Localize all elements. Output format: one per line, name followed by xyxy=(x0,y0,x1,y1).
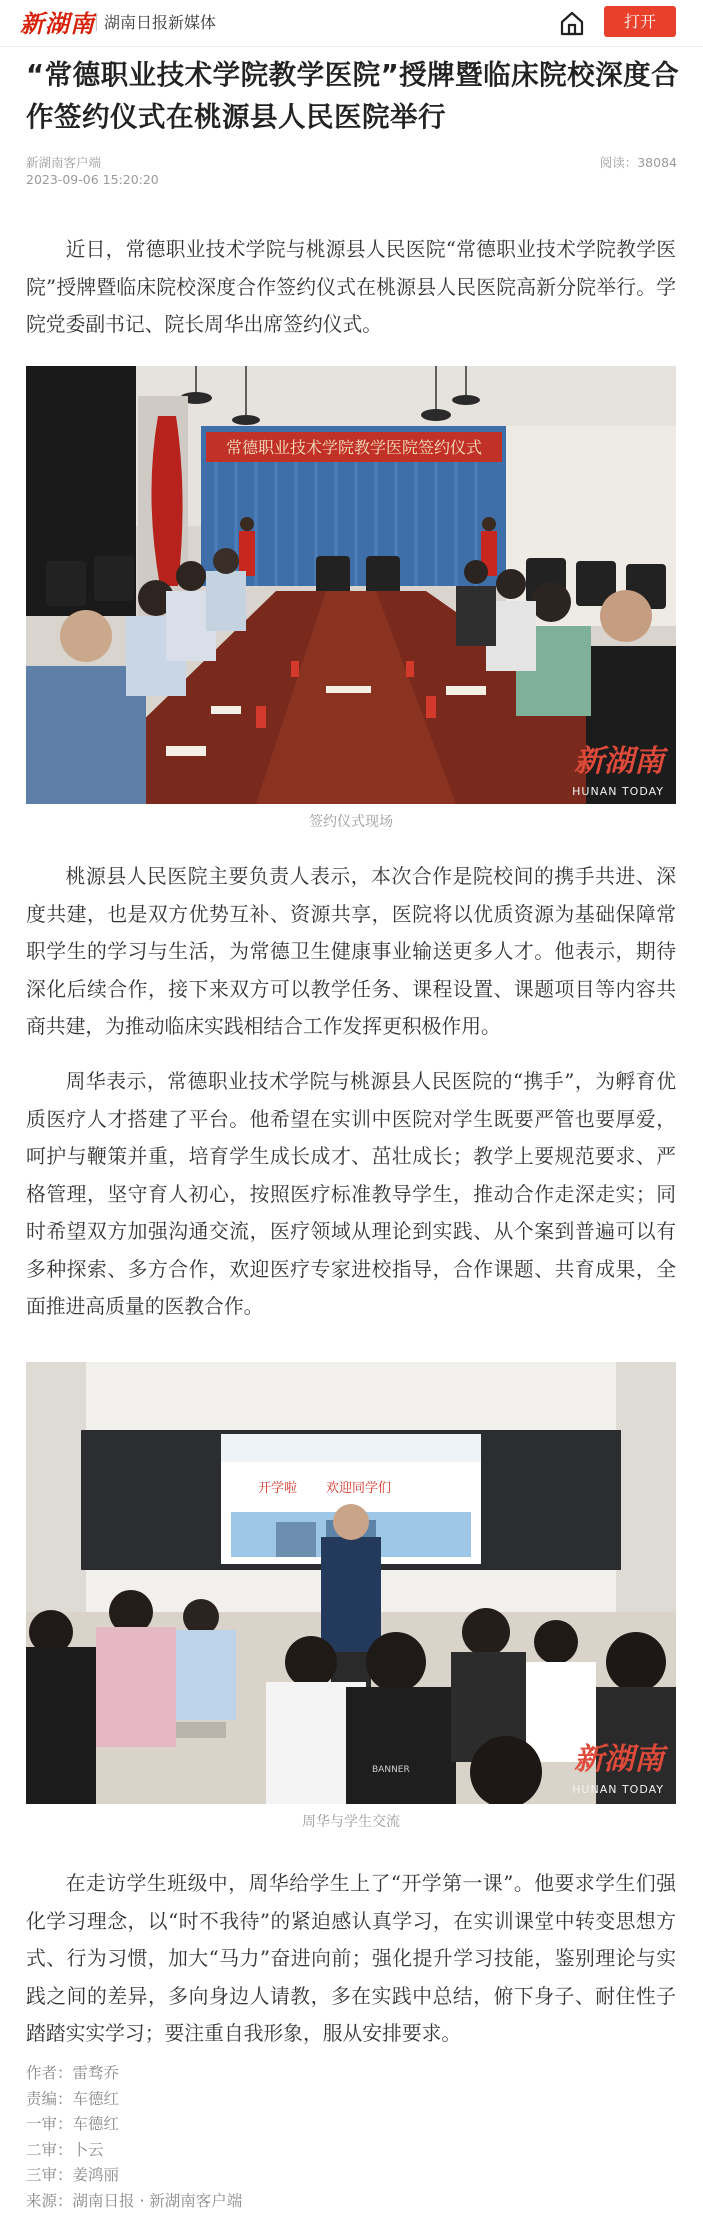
credit-label: 责编： xyxy=(26,2089,73,2108)
watermark-logo: 新湖南 xyxy=(574,744,664,779)
credit-value: 湖南日报 · 新湖南客户端 xyxy=(72,2191,243,2210)
ceremony-banner-text: 常德职业技术学院教学医院签约仪式 xyxy=(225,438,483,457)
photo-caption: 周华与学生交流 xyxy=(302,1814,400,1830)
credit-source xyxy=(26,2189,676,2215)
credit-value: 车德红 xyxy=(72,2089,120,2108)
credit-value: 雷骛乔 xyxy=(72,2064,120,2082)
open-app-button[interactable]: 打开 xyxy=(604,6,676,37)
signing-ceremony-photo[interactable] xyxy=(26,366,676,804)
screen-text-left: 开学啦 xyxy=(258,1481,298,1496)
article-paragraph: 周华表示，常德职业技术学院与桃源县人民医院的“携手”，为孵育优质医疗人才搭建了平台。他希望在实训中医院对学生既要严管也要厚爱，呵护与鞭策并重，培育学生成长成才、茁壮成长；教学上要规范要求、严格管理，坚守育人初心，按照医疗标准教导学生，推动合作走深走实；同时希望双方加强沟通交流，医疗领域从理论到实践、从个案到普遍可以有多种探索、多方合作，欢迎医疗专家进校指导，合作课题、共育成果，全面推进高质量的医教合作。 xyxy=(26,1070,676,1318)
credit-editor xyxy=(26,2087,676,2113)
app-logo[interactable]: 新湖南 xyxy=(20,9,95,38)
brand-subtitle: 湖南日报新媒体 xyxy=(104,13,217,32)
read-count-value: 38084 xyxy=(637,155,677,170)
classroom-photo[interactable] xyxy=(26,1362,676,1804)
credit-label: 来源： xyxy=(26,2191,73,2210)
article-paragraph: 桃源县人民医院主要负责人表示，本次合作是院校间的携手共进、深度共建，也是双方优势互补、资源共享，医院将以优质资源为基础保障常职学生的学习与生活，为常德卫生健康事业输送更多人才。他表示，期待深化后续合作，接下来双方可以教学任务、课程设置、课题项目等内容共商共建，为推动临床实践相结合工作发挥更积极作用。 xyxy=(26,865,676,1038)
shirt-print-text: BANNER xyxy=(372,1765,410,1775)
credit-value: 卜云 xyxy=(72,2140,104,2159)
credit-second-review xyxy=(26,2138,676,2164)
credit-third-review xyxy=(26,2163,676,2189)
read-count-label: 阅读： xyxy=(599,155,638,170)
article-paragraph: 近日，常德职业技术学院与桃源县人民医院“常德职业技术学院教学医院”授牌暨临床院校深度合作签约仪式在桃源县人民医院高新分院举行。学院党委副书记、院长周华出席签约仪式。 xyxy=(26,238,676,336)
article-datetime: 2023-09-06 15:20:20 xyxy=(26,172,159,187)
credit-label: 三审： xyxy=(26,2166,73,2184)
credit-label: 二审： xyxy=(26,2140,73,2159)
brand-divider xyxy=(96,13,97,31)
credit-author xyxy=(26,2061,676,2087)
article-title: “常德职业技术学院教学医院”授牌暨临床院校深度合作签约仪式在桃源县人民医院举行 xyxy=(26,59,680,133)
watermark-subtitle: HUNAN TODAY xyxy=(572,1783,664,1796)
watermark-subtitle: HUNAN TODAY xyxy=(572,785,664,798)
watermark-logo: 新湖南 xyxy=(574,1742,664,1777)
credit-value: 姜鸿丽 xyxy=(72,2166,120,2184)
credit-label: 作者： xyxy=(26,2064,73,2082)
article-source: 新湖南客户端 xyxy=(26,155,102,170)
home-icon[interactable] xyxy=(558,9,586,37)
credit-value: 车德红 xyxy=(72,2115,120,2133)
credit-label: 一审： xyxy=(26,2115,73,2133)
top-bar xyxy=(0,0,703,47)
screen-text-right: 欢迎同学们 xyxy=(326,1481,392,1496)
photo-caption: 签约仪式现场 xyxy=(309,814,393,830)
article-paragraph: 在走访学生班级中，周华给学生上了“开学第一课”。他要求学生们强化学习理念，以“时不我待”的紧迫感认真学习，在实训课堂中转变思想方式、行为习惯，加大“马力”奋进向前；强化提升学习技能，鉴别理论与实践之间的差异，多向身边人请教，多在实践中总结，俯下身子、耐住性子踏踏实实学习；要注重自我形象，服从安排要求。 xyxy=(26,1872,676,2045)
credit-first-review xyxy=(26,2112,676,2138)
article-credits xyxy=(26,2061,676,2214)
read-count xyxy=(600,153,677,171)
